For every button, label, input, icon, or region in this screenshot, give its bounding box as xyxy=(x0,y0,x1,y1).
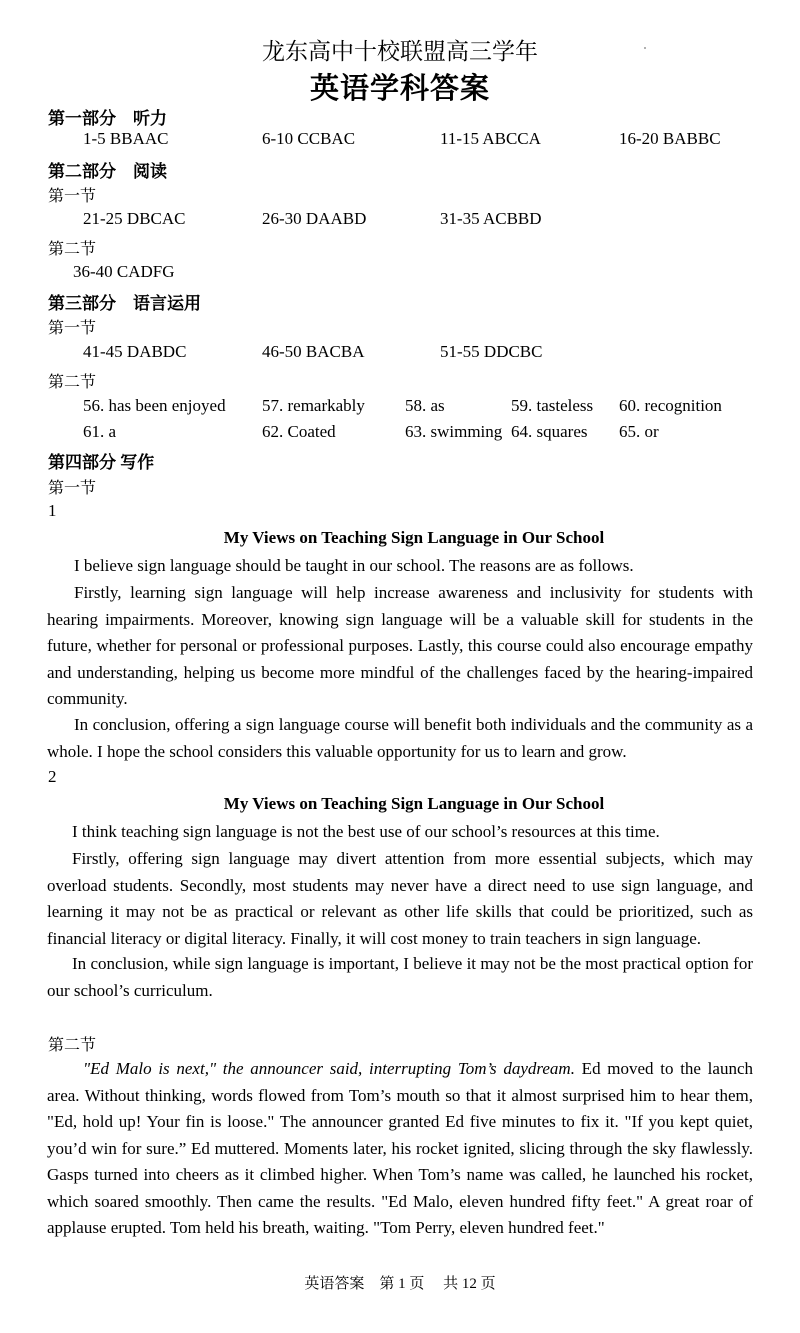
part2-heading: 第二部分 阅读 xyxy=(48,162,167,181)
answer-item: 60. recognition xyxy=(619,396,722,415)
essay-number: 1 xyxy=(48,501,57,520)
essay-paragraph: Firstly, offering sign language may divert attention from more essential subjects, which may overload students. Secondly, most students may never have a direct need to use sign language, and learning it may not be as practical or relevant as other life skills that could be prioritized, such as financial literacy or digital literacy. Finally, it will cost money to train teachers in sign language. xyxy=(47,849,753,948)
part1-heading: 第一部分 听力 xyxy=(48,109,167,128)
part2-section2-label: 第二节 xyxy=(48,241,97,258)
page-footer: 英语答案 第 1 页 共 12 页 xyxy=(304,1276,496,1292)
part4-section2-label: 第二节 xyxy=(48,1037,97,1054)
answer-group: 51-55 DDCBC xyxy=(440,342,543,361)
answer-item: 63. swimming xyxy=(405,422,503,441)
answer-group: 1-5 BBAAC xyxy=(83,129,169,148)
essay-paragraph: In conclusion, offering a sign language course will benefit both individuals and the community as a whole. I hope the school considers this valuable opportunity for us to learn and grow. xyxy=(47,715,753,761)
answer-group: 21-25 DBCAC xyxy=(83,209,186,228)
story-paragraph xyxy=(47,1056,753,1242)
school-title: 龙东高中十校联盟高三学年 xyxy=(262,39,538,64)
part3-section2-label: 第二节 xyxy=(48,374,97,391)
page-title: 英语学科答案 xyxy=(309,73,490,105)
answer-item: 64. squares xyxy=(511,422,588,441)
answer-item: 59. tasteless xyxy=(511,396,594,415)
answer-group: 11-15 ABCCA xyxy=(440,129,541,148)
answer-group: 16-20 BABBC xyxy=(619,129,721,148)
answer-item: 57. remarkably xyxy=(262,396,365,415)
part4-section1-label: 第一节 xyxy=(48,480,97,497)
answer-group: 46-50 BACBA xyxy=(262,342,365,361)
story-opening: "Ed Malo is next," the announcer said, interrupting Tom’s daydream. xyxy=(83,1059,575,1078)
answer-group: 41-45 DABDC xyxy=(83,342,187,361)
essay-title: My Views on Teaching Sign Language in Our School xyxy=(223,528,605,547)
answer-group: 26-30 DAABD xyxy=(262,209,367,228)
answer-item: 65. or xyxy=(619,422,659,441)
answer-item: 62. Coated xyxy=(262,422,336,441)
part3-section1-label: 第一节 xyxy=(48,320,97,337)
part4-heading: 第四部分 写作 xyxy=(48,453,155,472)
answer-group: 6-10 CCBAC xyxy=(262,129,356,148)
part2-section1-label: 第一节 xyxy=(48,188,97,205)
answer-item: 61. a xyxy=(83,422,117,441)
answer-item: 58. as xyxy=(405,396,445,415)
answer-group: 31-35 ACBBD xyxy=(440,209,542,228)
essay-number: 2 xyxy=(48,767,57,786)
essay-paragraph: I think teaching sign language is not the best use of our school’s resources at this time. xyxy=(72,822,660,841)
answer-group: 36-40 CADFG xyxy=(73,262,175,281)
essay-paragraph: Firstly, learning sign language will help increase awareness and inclusivity for students with hearing impairments. Moreover, knowing sign language will be a valuable skill for students in the future, whether for personal or professional purposes. Lastly, this course could also encourage empathy and understanding, helping us become more mindful of the challenges faced by the hearing-impaired community. xyxy=(47,583,753,708)
essay-title: My Views on Teaching Sign Language in Our School xyxy=(223,794,605,813)
essay-paragraph: I believe sign language should be taught in our school. The reasons are as follows. xyxy=(74,556,634,575)
part3-heading: 第三部分 语言运用 xyxy=(48,294,201,313)
story-body: Ed moved to the launch area. Without thinking, words flowed from Tom’s mouth so that it almost surprised him to hear them, "Ed, hold up! Your fin is loose." The announcer granted Ed five minutes to fix it. "If you kept quiet, you’d win for sure.” Ed muttered. Moments later, his rocket ignited, slicing through the sky flawlessly. Gasps turned into cheers as it climbed higher. When Tom’s name was called, he launched his rocket, which soared smoothly. Then came the results. "Ed Malo, eleven hundred fifty feet." A great roar of applause erupted. Tom held his breath, waiting. "Tom Perry, eleven hundred feet." xyxy=(47,1059,753,1237)
essay-paragraph: In conclusion, while sign language is important, I believe it may not be the most practical option for our school’s curriculum. xyxy=(47,954,753,1000)
answer-item: 56. has been enjoyed xyxy=(83,396,226,415)
